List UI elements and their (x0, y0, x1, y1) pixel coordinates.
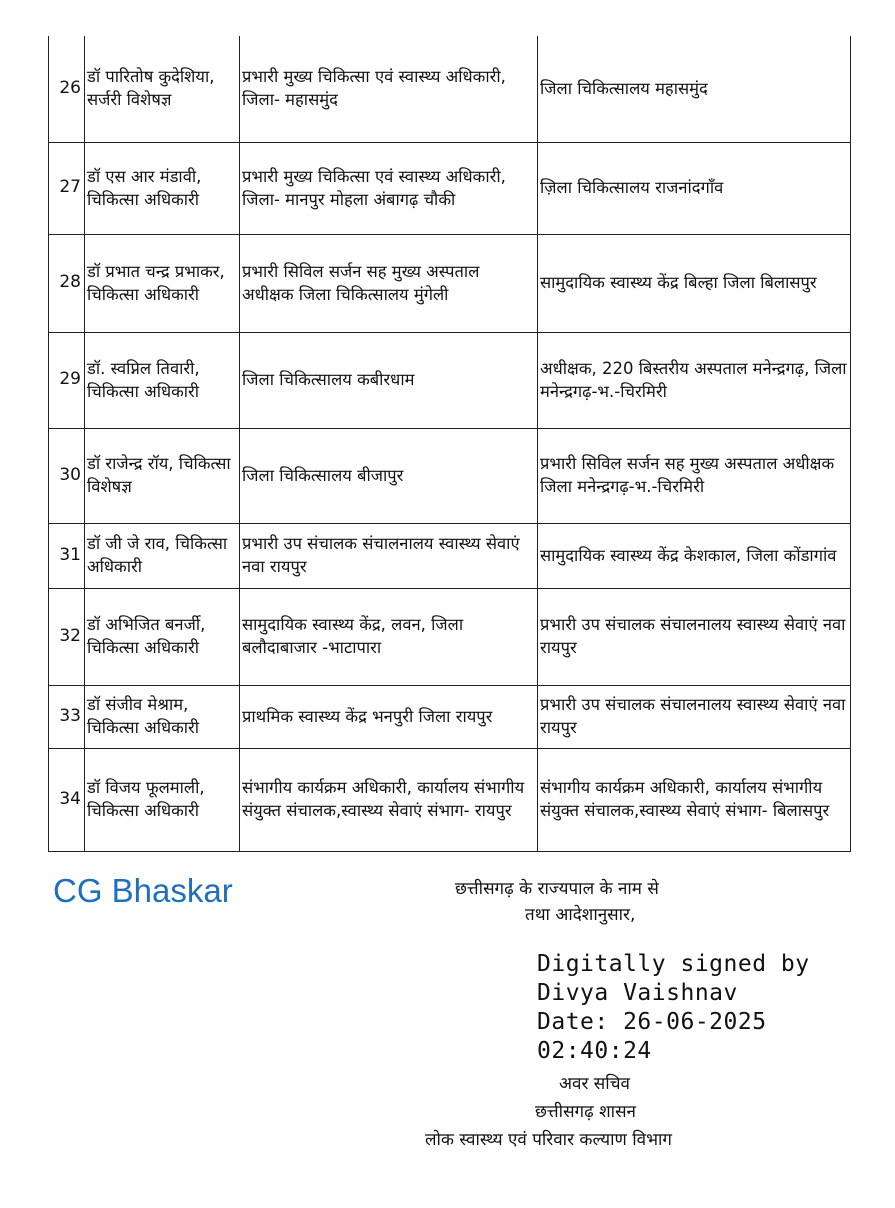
new-posting: सामुदायिक स्वास्थ्य केंद्र केशकाल, जिला कोंडागांव (538, 523, 851, 588)
serial-number: 33 (49, 685, 85, 748)
table-row (49, 142, 851, 234)
serial-number: 29 (49, 332, 85, 428)
officer-name: डॉ एस आर मंडावी, चिकित्सा अधिकारी (85, 142, 240, 234)
new-posting: सामुदायिक स्वास्थ्य केंद्र बिल्हा जिला बिलासपुर (538, 234, 851, 332)
new-posting: प्रभारी उप संचालक संचालनालय स्वास्थ्य सेवाएं नवा रायपुर (538, 685, 851, 748)
table-row (49, 748, 851, 851)
current-posting: सामुदायिक स्वास्थ्य केंद्र, लवन, जिला बलौदाबाजार -भाटापारा (240, 588, 538, 685)
signature-date: Date: 26-06-2025 (537, 1009, 767, 1035)
government-name: छत्तीसगढ़ शासन (535, 1102, 636, 1122)
current-posting: प्राथमिक स्वास्थ्य केंद्र भनपुरी जिला रायपुर (240, 685, 538, 748)
serial-number: 27 (49, 142, 85, 234)
department-name: लोक स्वास्थ्य एवं परिवार कल्याण विभाग (425, 1130, 672, 1150)
new-posting: प्रभारी सिविल सर्जन सह मुख्य अस्पताल अधीक्षक जिला मनेन्द्रगढ़-भ.-चिरमिरी (538, 428, 851, 523)
serial-number: 34 (49, 748, 85, 851)
current-posting: जिला चिकित्सालय कबीरधाम (240, 332, 538, 428)
serial-number: 31 (49, 523, 85, 588)
officer-name: डॉ विजय फूलमाली, चिकित्सा अधिकारी (85, 748, 240, 851)
table-row (49, 36, 851, 142)
serial-number: 32 (49, 588, 85, 685)
current-posting: प्रभारी सिविल सर्जन सह मुख्य अस्पताल अधीक्षक जिला चिकित्सालय मुंगेली (240, 234, 538, 332)
signatory-designation: अवर सचिव (559, 1074, 630, 1094)
serial-number: 30 (49, 428, 85, 523)
current-posting: जिला चिकित्सालय बीजापुर (240, 428, 538, 523)
new-posting: ज़िला चिकित्सालय राजनांदगाँव (538, 142, 851, 234)
watermark-brand: CG Bhaskar (53, 872, 233, 909)
signature-line: Digitally signed by (537, 951, 810, 977)
signature-time: 02:40:24 (537, 1038, 652, 1064)
table-row (49, 588, 851, 685)
authority-line-2: तथा आदेशानुसार, (525, 905, 636, 925)
table-row (49, 332, 851, 428)
new-posting: अधीक्षक, 220 बिस्तरीय अस्पताल मनेन्द्रगढ़, जिला मनेन्द्रगढ़-भ.-चिरमिरी (538, 332, 851, 428)
officer-name: डॉ अभिजित बनर्जी, चिकित्सा अधिकारी (85, 588, 240, 685)
current-posting: प्रभारी मुख्य चिकित्सा एवं स्वास्थ्य अधिकारी, जिला- मानपुर मोहला अंबागढ़ चौकी (240, 142, 538, 234)
table-row (49, 234, 851, 332)
table-row (49, 523, 851, 588)
serial-number: 26 (49, 36, 85, 142)
new-posting: प्रभारी उप संचालक संचालनालय स्वास्थ्य सेवाएं नवा रायपुर (538, 588, 851, 685)
officer-name: डॉ संजीव मेश्राम, चिकित्सा अधिकारी (85, 685, 240, 748)
new-posting: जिला चिकित्सालय महासमुंद (538, 36, 851, 142)
current-posting: संभागीय कार्यक्रम अधिकारी, कार्यालय संभागीय संयुक्त संचालक,स्वास्थ्य सेवाएं संभाग- रायपुर (240, 748, 538, 851)
table-row (49, 685, 851, 748)
signer-name: Divya Vaishnav (537, 980, 738, 1006)
new-posting: संभागीय कार्यक्रम अधिकारी, कार्यालय संभागीय संयुक्त संचालक,स्वास्थ्य सेवाएं संभाग- बिलासपुर (538, 748, 851, 851)
table-row (49, 428, 851, 523)
officer-name: डॉ पारितोष कुदेशिया, सर्जरी विशेषज्ञ (85, 36, 240, 142)
officer-name: डॉ राजेन्द्र रॉय, चिकित्सा विशेषज्ञ (85, 428, 240, 523)
authority-line-1: छत्तीसगढ़ के राज्यपाल के नाम से (455, 879, 659, 899)
transfer-table (48, 36, 851, 852)
current-posting: प्रभारी मुख्य चिकित्सा एवं स्वास्थ्य अधिकारी, जिला- महासमुंद (240, 36, 538, 142)
serial-number: 28 (49, 234, 85, 332)
officer-name: डॉ. स्वप्निल तिवारी, चिकित्सा अधिकारी (85, 332, 240, 428)
officer-name: डॉ जी जे राव, चिकित्सा अधिकारी (85, 523, 240, 588)
digital-signature-block (537, 950, 810, 1066)
current-posting: प्रभारी उप संचालक संचालनालय स्वास्थ्य सेवाएं नवा रायपुर (240, 523, 538, 588)
officer-name: डॉ प्रभात चन्द्र प्रभाकर, चिकित्सा अधिकारी (85, 234, 240, 332)
